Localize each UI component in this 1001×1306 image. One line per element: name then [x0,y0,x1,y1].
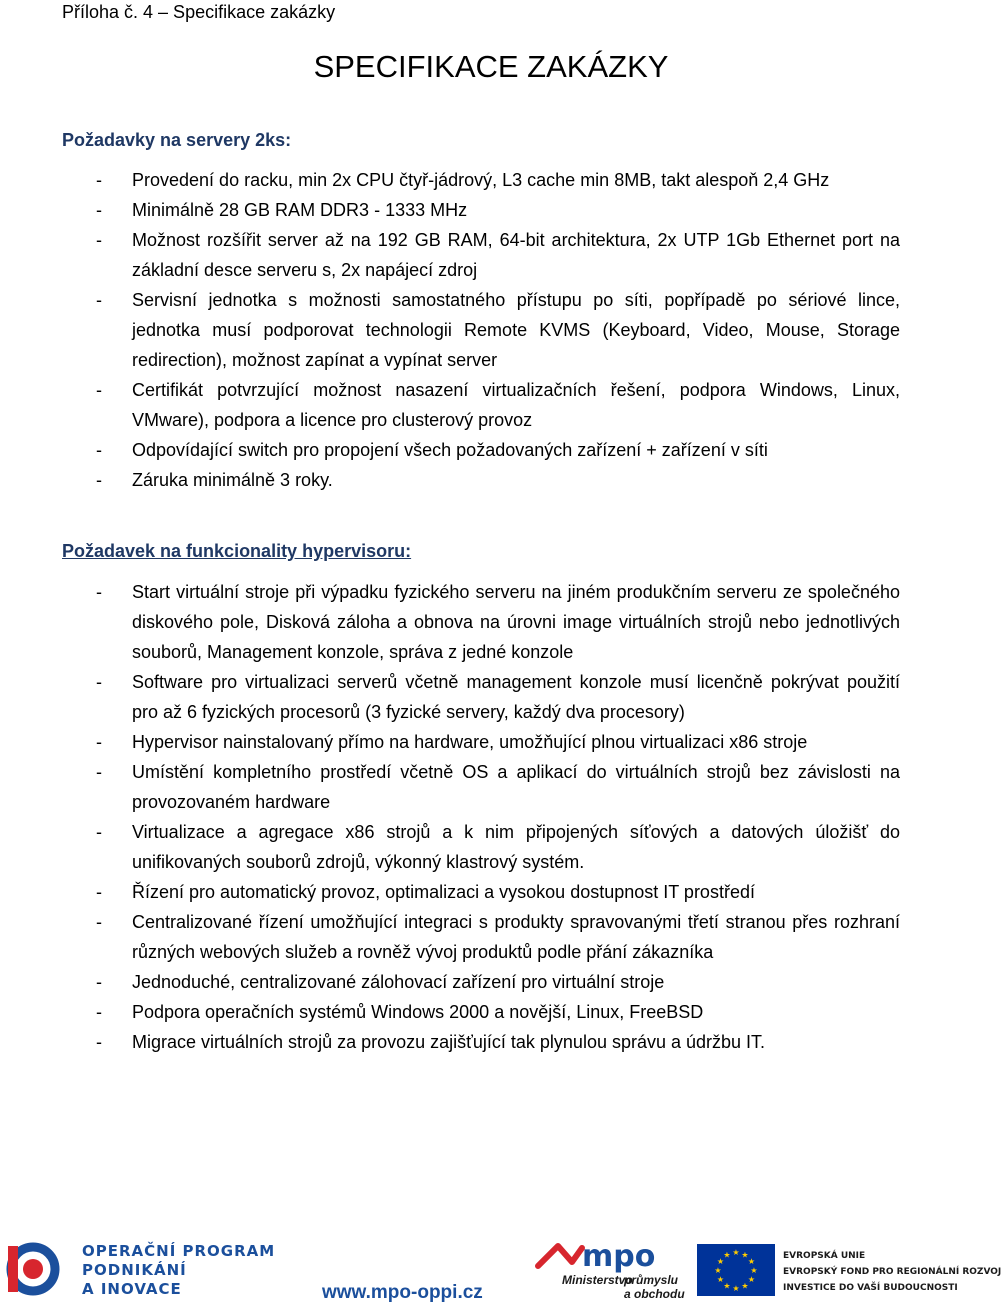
list-bullet: - [96,762,102,782]
list-item [62,577,900,667]
eu-line: EVROPSKÁ UNIE [783,1251,866,1261]
list-bullet: - [96,440,102,460]
svg-text:★: ★ [747,1257,756,1266]
mpo-logo-text: mpo [582,1239,656,1274]
eu-line: INVESTICE DO VAŠÍ BUDOUCNOSTI [783,1283,958,1293]
list-item-text: Jednoduché, centralizované zálohovací zařízení pro virtuální stroje [132,972,665,992]
list-item [62,285,900,375]
list-item-text: Software pro virtualizaci serverů včetně management konzole musí licenčně pokrývat použití pro až 6 fyzických procesorů (3 fyzické servery, každý dva procesory) [132,672,900,722]
list-item-text: Centralizované řízení umožňující integraci s produkty spravovanými třetí stranou přes rozhraní různých webových služeb a rovněž vývoj produktů podle přání zákazníka [132,912,900,962]
list-item [62,375,900,435]
list-item-text: Minimálně 28 GB RAM DDR3 - 1333 MHz [132,200,468,220]
list-bullet: - [96,290,102,310]
list-bullet: - [96,882,102,902]
list-bullet: - [96,1002,102,1022]
svg-text:★: ★ [732,1284,740,1293]
svg-text:★: ★ [716,1257,725,1266]
list-item-text: Migrace virtuálních strojů za provozu zajišťující tak plynulou správu a údržbu IT. [132,1032,766,1052]
svg-text:★: ★ [723,1250,731,1260]
list-bullet: - [96,822,102,842]
svg-text:★: ★ [732,1248,740,1257]
ministry-line: Ministerstvo [562,1273,633,1287]
list-item [62,195,900,225]
list-item [62,225,900,285]
ministry-logo [532,1234,685,1306]
list-item-text: Možnost rozšířit server až na 192 GB RAM, 64-bit architektura, 2x UTP 1Gb Ethernet port na základní desce serveru s, 2x napájecí zdroj [132,230,900,280]
svg-text:★: ★ [747,1275,756,1284]
list-bullet: - [96,470,102,490]
list-bullet: - [96,972,102,992]
ministry-line: průmyslu [624,1273,679,1287]
list-item [62,817,900,877]
list-item-text: Záruka minimálně 3 roky. [132,470,333,490]
list-item [62,1027,900,1057]
list-bullet: - [96,732,102,752]
list-bullet: - [96,672,102,692]
list-item-text: Provedení do racku, min 2x CPU čtyř-jádrový, L3 cache min 8MB, takt alespoň 2,4 GHz [132,170,830,190]
list-bullet: - [96,170,102,190]
website-link[interactable]: www.mpo-oppi.cz [322,1282,483,1303]
servers-requirements-list [62,165,900,495]
svg-text:★: ★ [750,1266,758,1275]
list-item [62,877,900,907]
annex-label: Příloha č. 4 – Specifikace zakázky [62,2,336,22]
list-item-text: Umístění kompletního prostředí včetně OS a aplikací do virtuálních strojů bez závislosti na provozovaném hardware [132,762,900,812]
list-item-text: Řízení pro automatický provoz, optimalizaci a vysokou dostupnost IT prostředí [132,882,755,902]
eu-caption [783,1248,1001,1296]
program-line: PODNIKÁNÍ [82,1261,187,1279]
servers-section-heading: Požadavky na servery 2ks: [62,130,292,150]
list-bullet: - [96,582,102,602]
svg-text:★: ★ [716,1275,725,1284]
ministry-line: a obchodu [624,1287,685,1301]
list-item [62,165,900,195]
program-name [82,1242,275,1299]
list-item [62,757,900,817]
list-item [62,907,900,967]
eu-flag-icon [697,1244,775,1296]
list-item-text: Servisní jednotka s možnosti samostatného přístupu po síti, popřípadě po sériové lince, jednotka musí podporovat technologii Remote KVMS (Keyboard, Video, Mouse, Storage redirection), možnost zapínat a vypínat server [132,290,900,370]
oppi-logo-icon [4,1240,62,1298]
list-item-text: Podpora operačních systémů Windows 2000 a novější, Linux, FreeBSD [132,1002,704,1022]
eu-line: EVROPSKÝ FOND PRO REGIONÁLNÍ ROZVOJ [783,1267,1001,1277]
list-item [62,667,900,727]
svg-text:★: ★ [741,1281,749,1291]
list-item [62,997,900,1027]
list-item [62,967,900,997]
hypervisor-section-heading: Požadavek na funkcionality hypervisoru: [62,541,412,561]
list-item-text: Certifikát potvrzující možnost nasazení virtualizačních řešení, podpora Windows, Linux, VMware), podpora a licence pro clusterový provoz [132,380,900,430]
list-bullet: - [96,1032,102,1052]
footer-logos [0,1230,1001,1306]
list-item-text: Hypervisor nainstalovaný přímo na hardware, umožňující plnou virtualizaci x86 stroje [132,732,808,752]
list-item [62,727,900,757]
list-bullet: - [96,380,102,400]
list-item [62,435,900,465]
program-line: A INOVACE [82,1280,182,1298]
document-title: SPECIFIKACE ZAKÁZKY [313,49,669,84]
svg-text:★: ★ [714,1266,722,1275]
list-bullet: - [96,200,102,220]
svg-text:★: ★ [723,1281,731,1291]
list-bullet: - [96,230,102,250]
list-item-text: Virtualizace a agregace x86 strojů a k nim připojených síťových a datových úložišť do unifikovaných souborů zdrojů, výkonný klastrový systém. [132,822,900,872]
list-item [62,465,900,495]
svg-text:★: ★ [741,1250,749,1260]
hypervisor-requirements-list [62,577,900,1057]
list-item-text: Odpovídající switch pro propojení všech požadovaných zařízení + zařízení v síti [132,440,768,460]
list-item-text: Start virtuální stroje při výpadku fyzického serveru na jiném produkčním serveru ze společného diskového pole, Disková záloha a obnova na úrovni image virtuálních strojů nebo jednotlivých souborů, Management konzole, správa z jedné konzole [132,582,900,662]
list-bullet: - [96,912,102,932]
program-line: OPERAČNÍ PROGRAM [82,1242,276,1260]
